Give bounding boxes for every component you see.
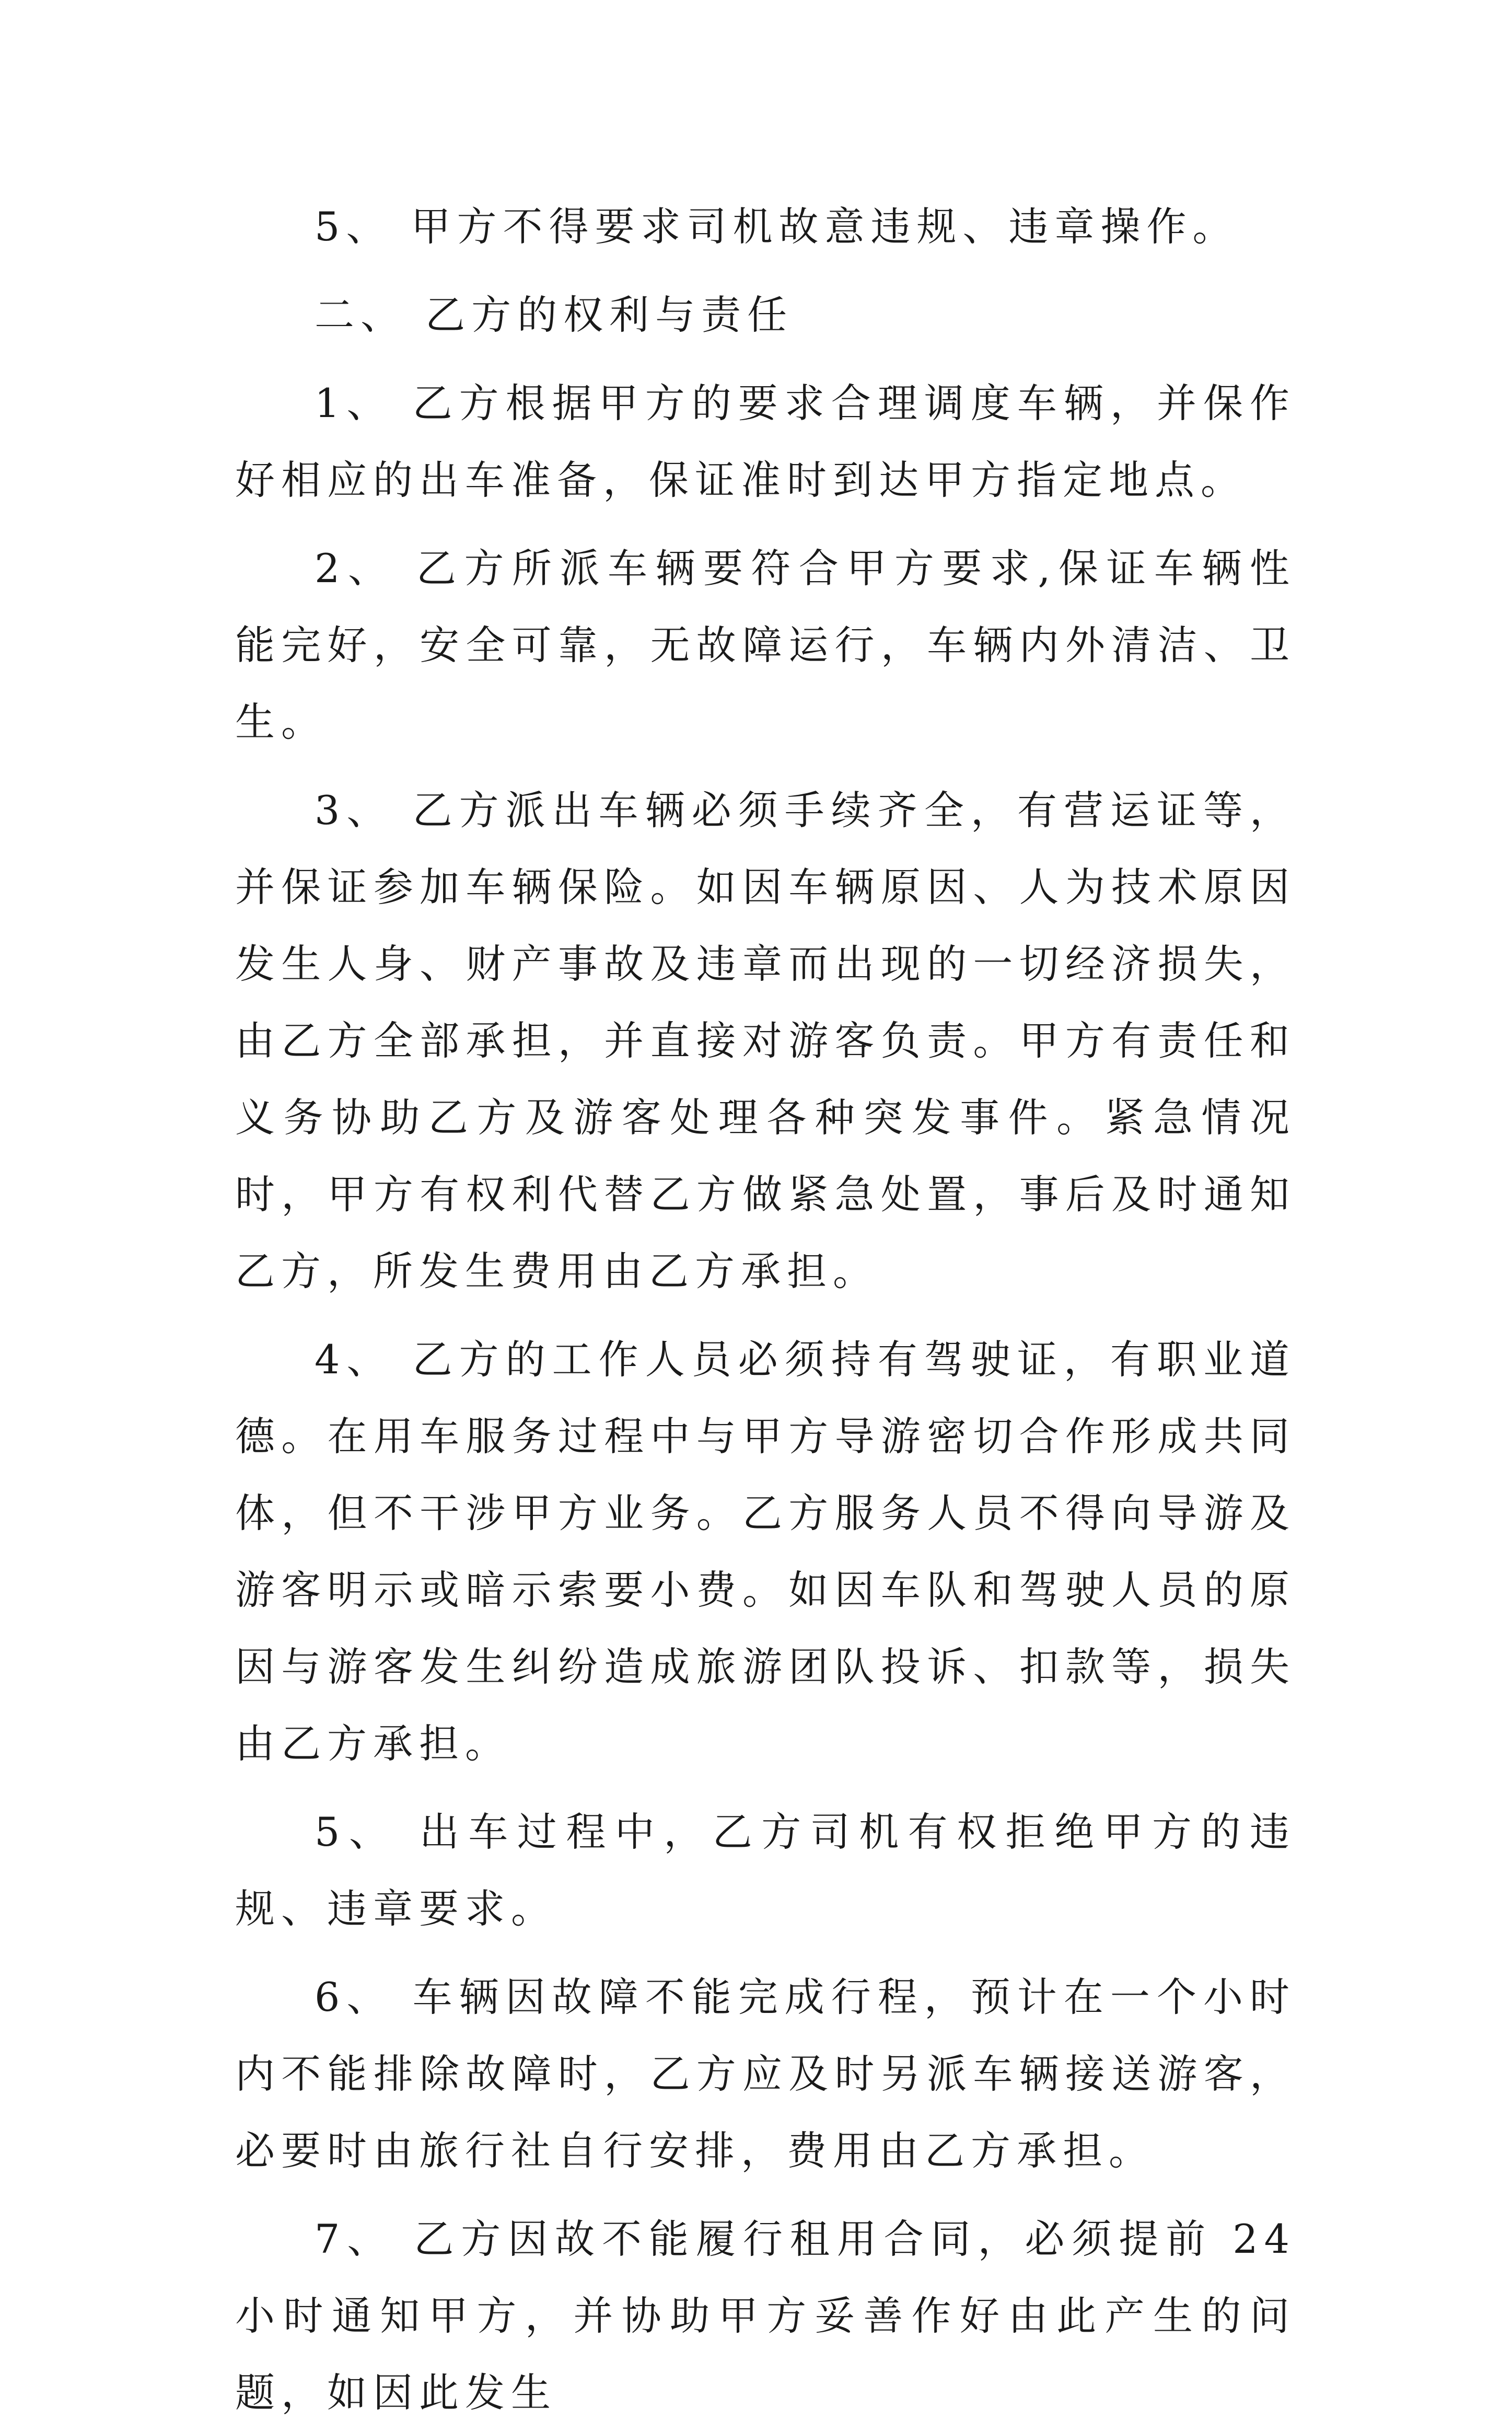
paragraph-clause-7-party-b: 7、 乙方因故不能履行租用合同，必须提前 24 小时通知甲方，并协助甲方妥善作好由此产生的问题，如因此发生	[235, 2216, 1296, 2416]
paragraph-clause-5-party-a: 5、 甲方不得要求司机故意违规、违章操作。	[315, 203, 1239, 250]
section-heading-party-b-rights: 二、 乙方的权利与责任	[315, 292, 794, 338]
paragraph-clause-3-party-b: 3、 乙方派出车辆必须手续齐全，有营运证等，并保证参加车辆保险。如因车辆原因、人为技术原因发生人身、财产事故及违章而出现的一切经济损失，由乙方全部承担，并直接对游客负责。甲方有责任和义务协助乙方及游客处理各种突发事件。紧急情况时，甲方有权利代替乙方做紧急处置，事后及时通知乙方，所发生费用由乙方承担。	[235, 787, 1296, 1294]
paragraph-clause-6-party-b: 6、 车辆因故障不能完成行程，预计在一个小时内不能排除故障时，乙方应及时另派车辆接送游客，必要时由旅行社自行安排，费用由乙方承担。	[235, 1974, 1296, 2174]
paragraph-clause-2-party-b: 2、 乙方所派车辆要符合甲方要求,保证车辆性能完好，安全可靠，无故障运行，车辆内外清洁、卫生。	[235, 545, 1296, 745]
paragraph-clause-1-party-b: 1、 乙方根据甲方的要求合理调度车辆，并保作好相应的出车准备，保证准时到达甲方指定地点。	[235, 380, 1296, 503]
paragraph-clause-5-party-b: 5、 出车过程中，乙方司机有权拒绝甲方的违规、违章要求。	[235, 1809, 1296, 1932]
paragraph-clause-4-party-b: 4、 乙方的工作人员必须持有驾驶证，有职业道德。在用车服务过程中与甲方导游密切合作形成共同体，但不干涉甲方业务。乙方服务人员不得向导游及游客明示或暗示索要小费。如因车队和驾驶人员的原因与游客发生纠纷造成旅游团队投诉、扣款等，损失由乙方承担。	[235, 1336, 1296, 1767]
document-body	[235, 188, 1296, 2431]
